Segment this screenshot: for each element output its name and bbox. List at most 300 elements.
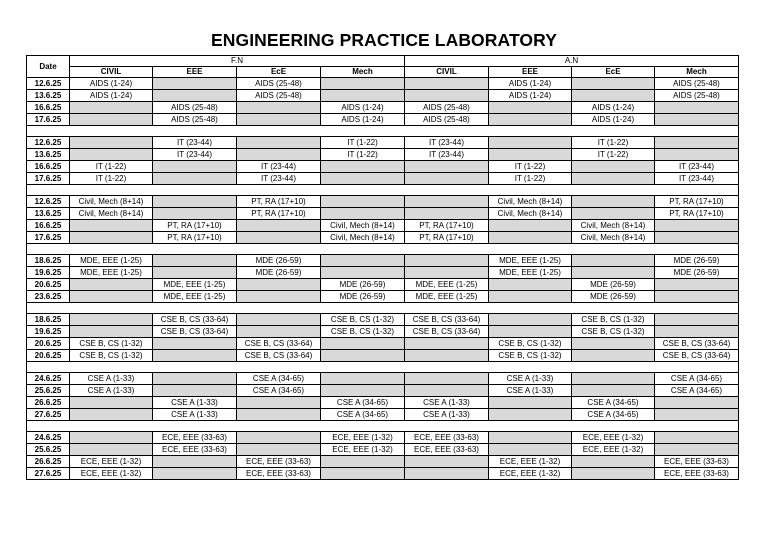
schedule-cell: AIDS (25-48) — [237, 78, 321, 90]
schedule-row — [27, 338, 739, 350]
schedule-row — [27, 137, 739, 149]
schedule-cell: ECE, EEE (1-32) — [70, 468, 153, 480]
schedule-cell — [655, 149, 739, 161]
schedule-row — [27, 220, 739, 232]
schedule-cell — [489, 314, 572, 326]
schedule-cell: CSE B, CS (1-32) — [489, 338, 572, 350]
schedule-cell: AIDS (25-48) — [237, 90, 321, 102]
schedule-cell — [237, 232, 321, 244]
schedule-cell — [321, 373, 405, 385]
date-cell: 26.6.25 — [27, 397, 70, 409]
schedule-row — [27, 173, 739, 185]
schedule-cell: Civil, Mech (8+14) — [572, 232, 655, 244]
date-cell: 16.6.25 — [27, 102, 70, 114]
schedule-cell — [405, 350, 489, 362]
schedule-cell: AIDS (1-24) — [572, 102, 655, 114]
date-cell: 24.6.25 — [27, 373, 70, 385]
schedule-cell: IT (23-44) — [405, 137, 489, 149]
schedule-cell: MDE (26-59) — [572, 279, 655, 291]
schedule-cell: AIDS (1-24) — [321, 102, 405, 114]
schedule-cell: CSE A (1-33) — [489, 373, 572, 385]
dept-header-an-eee: EEE — [489, 67, 572, 78]
date-column-header: Date — [27, 56, 70, 78]
date-cell: 19.6.25 — [27, 326, 70, 338]
schedule-cell: PT, RA (17+10) — [405, 232, 489, 244]
schedule-cell — [321, 78, 405, 90]
schedule-row — [27, 279, 739, 291]
schedule-cell — [655, 397, 739, 409]
schedule-cell: AIDS (1-24) — [572, 114, 655, 126]
schedule-cell: MDE (26-59) — [237, 255, 321, 267]
schedule-row — [27, 456, 739, 468]
schedule-cell: CSE A (34-65) — [655, 373, 739, 385]
schedule-cell: ECE, EEE (1-32) — [489, 468, 572, 480]
schedule-cell — [405, 385, 489, 397]
schedule-cell: CSE A (1-33) — [153, 409, 237, 421]
schedule-cell — [489, 444, 572, 456]
date-cell: 17.6.25 — [27, 232, 70, 244]
schedule-cell: ECE, EEE (1-32) — [321, 444, 405, 456]
schedule-cell — [655, 444, 739, 456]
schedule-cell: AIDS (1-24) — [489, 78, 572, 90]
date-cell: 12.6.25 — [27, 137, 70, 149]
schedule-row — [27, 161, 739, 173]
schedule-row — [27, 444, 739, 456]
schedule-cell — [153, 385, 237, 397]
schedule-cell — [237, 397, 321, 409]
date-cell: 13.6.25 — [27, 208, 70, 220]
schedule-cell — [321, 196, 405, 208]
schedule-cell — [321, 90, 405, 102]
schedule-cell: ECE, EEE (33-63) — [405, 444, 489, 456]
schedule-cell — [655, 314, 739, 326]
session-header-an: A.N — [405, 56, 739, 67]
schedule-cell: IT (1-22) — [572, 149, 655, 161]
date-cell: 26.6.25 — [27, 456, 70, 468]
date-cell: 12.6.25 — [27, 78, 70, 90]
schedule-cell: CSE A (1-33) — [70, 385, 153, 397]
schedule-cell: CSE B, CS (1-32) — [572, 326, 655, 338]
schedule-row — [27, 291, 739, 303]
schedule-row — [27, 267, 739, 279]
schedule-cell: IT (23-44) — [237, 161, 321, 173]
block-separator-row — [27, 421, 739, 432]
schedule-cell — [153, 267, 237, 279]
schedule-cell: PT, RA (17+10) — [655, 196, 739, 208]
schedule-cell: CSE B, CS (33-64) — [237, 350, 321, 362]
schedule-cell: CSE A (34-65) — [237, 373, 321, 385]
schedule-cell: CSE B, CS (33-64) — [237, 338, 321, 350]
dept-header-fn-ece: EcE — [237, 67, 321, 78]
schedule-cell — [572, 196, 655, 208]
schedule-cell: ECE, EEE (33-63) — [237, 456, 321, 468]
schedule-cell — [405, 468, 489, 480]
session-header-row — [27, 56, 739, 67]
schedule-cell: CSE A (34-65) — [321, 409, 405, 421]
schedule-cell: AIDS (25-48) — [655, 90, 739, 102]
schedule-cell — [70, 314, 153, 326]
schedule-cell — [655, 102, 739, 114]
schedule-cell — [237, 432, 321, 444]
schedule-cell — [237, 314, 321, 326]
schedule-cell — [655, 432, 739, 444]
schedule-cell — [70, 409, 153, 421]
date-cell: 19.6.25 — [27, 267, 70, 279]
schedule-cell: CSE B, CS (33-64) — [153, 326, 237, 338]
schedule-cell: CSE B, CS (33-64) — [153, 314, 237, 326]
schedule-row — [27, 149, 739, 161]
schedule-cell — [405, 338, 489, 350]
schedule-cell — [572, 350, 655, 362]
schedule-row — [27, 397, 739, 409]
schedule-cell — [153, 78, 237, 90]
schedule-cell: CSE A (34-65) — [655, 385, 739, 397]
schedule-cell — [405, 196, 489, 208]
schedule-cell: AIDS (1-24) — [70, 90, 153, 102]
schedule-cell: CSE A (1-33) — [405, 409, 489, 421]
dept-header-an-mech: Mech — [655, 67, 739, 78]
schedule-cell — [405, 456, 489, 468]
block-separator-row — [27, 303, 739, 314]
schedule-cell: IT (1-22) — [321, 137, 405, 149]
schedule-cell: CSE A (34-65) — [237, 385, 321, 397]
schedule-cell: CSE B, CS (1-32) — [321, 326, 405, 338]
schedule-cell — [655, 409, 739, 421]
schedule-cell — [489, 220, 572, 232]
schedule-cell: PT, RA (17+10) — [153, 232, 237, 244]
date-cell: 25.6.25 — [27, 444, 70, 456]
date-cell: 20.6.25 — [27, 279, 70, 291]
schedule-cell: MDE (26-59) — [572, 291, 655, 303]
schedule-cell: ECE, EEE (33-63) — [405, 432, 489, 444]
block-separator-row — [27, 362, 739, 373]
schedule-cell: CSE B, CS (1-32) — [70, 350, 153, 362]
schedule-cell — [70, 137, 153, 149]
schedule-cell — [70, 326, 153, 338]
schedule-row — [27, 90, 739, 102]
schedule-row — [27, 255, 739, 267]
schedule-row — [27, 102, 739, 114]
date-cell: 20.6.25 — [27, 350, 70, 362]
schedule-cell: AIDS (25-48) — [405, 102, 489, 114]
schedule-cell — [655, 291, 739, 303]
schedule-cell — [70, 220, 153, 232]
dept-header-an-ece: EcE — [572, 67, 655, 78]
schedule-cell: MDE (26-59) — [655, 267, 739, 279]
separator-cell — [27, 244, 739, 255]
schedule-cell: MDE, EEE (1-25) — [70, 255, 153, 267]
schedule-cell — [489, 326, 572, 338]
schedule-cell — [321, 161, 405, 173]
separator-cell — [27, 126, 739, 137]
date-cell: 23.6.25 — [27, 291, 70, 303]
schedule-cell — [572, 373, 655, 385]
schedule-cell — [572, 208, 655, 220]
block-separator-row — [27, 126, 739, 137]
schedule-cell: CSE A (1-33) — [153, 397, 237, 409]
schedule-cell — [489, 291, 572, 303]
schedule-cell — [70, 102, 153, 114]
schedule-cell: CSE A (34-65) — [572, 397, 655, 409]
schedule-cell: Civil, Mech (8+14) — [489, 208, 572, 220]
schedule-cell: IT (23-44) — [405, 149, 489, 161]
schedule-cell: ECE, EEE (1-32) — [572, 432, 655, 444]
schedule-cell: IT (1-22) — [572, 137, 655, 149]
lab-schedule-table — [26, 55, 739, 480]
schedule-cell: CSE B, CS (33-64) — [655, 338, 739, 350]
schedule-cell: Civil, Mech (8+14) — [489, 196, 572, 208]
schedule-cell — [321, 338, 405, 350]
schedule-cell — [70, 291, 153, 303]
schedule-cell: MDE, EEE (1-25) — [489, 255, 572, 267]
schedule-cell — [321, 456, 405, 468]
separator-cell — [27, 421, 739, 432]
schedule-cell — [237, 220, 321, 232]
schedule-row — [27, 373, 739, 385]
schedule-cell — [70, 149, 153, 161]
dept-header-an-civil: CIVIL — [405, 67, 489, 78]
schedule-cell: IT (1-22) — [489, 173, 572, 185]
schedule-cell — [237, 114, 321, 126]
schedule-cell — [70, 444, 153, 456]
schedule-cell — [655, 232, 739, 244]
block-separator-row — [27, 185, 739, 196]
schedule-cell — [572, 338, 655, 350]
schedule-cell — [153, 90, 237, 102]
schedule-row — [27, 350, 739, 362]
schedule-cell: IT (23-44) — [655, 173, 739, 185]
separator-cell — [27, 362, 739, 373]
schedule-cell — [153, 468, 237, 480]
schedule-cell: ECE, EEE (1-32) — [321, 432, 405, 444]
schedule-cell: PT, RA (17+10) — [655, 208, 739, 220]
schedule-cell: CSE B, CS (33-64) — [405, 314, 489, 326]
schedule-cell — [321, 350, 405, 362]
schedule-cell: AIDS (25-48) — [405, 114, 489, 126]
schedule-cell — [153, 161, 237, 173]
dept-header-fn-mech: Mech — [321, 67, 405, 78]
schedule-cell — [237, 444, 321, 456]
schedule-cell: PT, RA (17+10) — [237, 208, 321, 220]
schedule-cell: MDE, EEE (1-25) — [489, 267, 572, 279]
schedule-cell — [70, 232, 153, 244]
schedule-cell — [489, 232, 572, 244]
schedule-cell — [405, 161, 489, 173]
schedule-row — [27, 385, 739, 397]
schedule-cell: ECE, EEE (1-32) — [572, 444, 655, 456]
date-cell: 18.6.25 — [27, 255, 70, 267]
schedule-cell — [405, 267, 489, 279]
session-header-fn: F.N — [70, 56, 405, 67]
schedule-cell: IT (23-44) — [237, 173, 321, 185]
schedule-cell — [321, 255, 405, 267]
schedule-cell — [489, 397, 572, 409]
schedule-row — [27, 196, 739, 208]
date-cell: 16.6.25 — [27, 220, 70, 232]
schedule-cell: PT, RA (17+10) — [153, 220, 237, 232]
schedule-cell — [237, 102, 321, 114]
schedule-cell: ECE, EEE (33-63) — [153, 444, 237, 456]
schedule-cell — [655, 137, 739, 149]
date-cell: 20.6.25 — [27, 338, 70, 350]
schedule-cell — [405, 373, 489, 385]
schedule-cell: ECE, EEE (1-32) — [489, 456, 572, 468]
schedule-cell — [321, 173, 405, 185]
schedule-cell — [405, 90, 489, 102]
schedule-cell — [153, 373, 237, 385]
schedule-cell: MDE (26-59) — [655, 255, 739, 267]
schedule-row — [27, 432, 739, 444]
schedule-cell: Civil, Mech (8+14) — [70, 196, 153, 208]
schedule-cell: CSE B, CS (33-64) — [655, 350, 739, 362]
schedule-cell — [321, 468, 405, 480]
schedule-cell — [572, 255, 655, 267]
schedule-cell — [237, 326, 321, 338]
date-cell: 27.6.25 — [27, 468, 70, 480]
schedule-cell: CSE A (34-65) — [572, 409, 655, 421]
schedule-cell: MDE, EEE (1-25) — [70, 267, 153, 279]
dept-header-fn-eee: EEE — [153, 67, 237, 78]
schedule-cell — [70, 114, 153, 126]
schedule-cell: AIDS (25-48) — [153, 114, 237, 126]
schedule-cell — [655, 326, 739, 338]
schedule-cell: Civil, Mech (8+14) — [70, 208, 153, 220]
schedule-cell — [153, 255, 237, 267]
schedule-cell: CSE B, CS (1-32) — [572, 314, 655, 326]
schedule-cell: CSE A (1-33) — [405, 397, 489, 409]
schedule-cell — [153, 208, 237, 220]
schedule-cell: CSE B, CS (1-32) — [321, 314, 405, 326]
schedule-cell: IT (1-22) — [70, 173, 153, 185]
schedule-cell — [572, 161, 655, 173]
schedule-cell — [70, 397, 153, 409]
schedule-cell: AIDS (1-24) — [321, 114, 405, 126]
schedule-cell: AIDS (25-48) — [655, 78, 739, 90]
schedule-cell: IT (1-22) — [489, 161, 572, 173]
schedule-cell: MDE, EEE (1-25) — [405, 279, 489, 291]
date-cell: 17.6.25 — [27, 173, 70, 185]
schedule-cell — [321, 208, 405, 220]
schedule-cell — [237, 409, 321, 421]
schedule-cell: PT, RA (17+10) — [237, 196, 321, 208]
date-cell: 13.6.25 — [27, 90, 70, 102]
schedule-cell: ECE, EEE (33-63) — [655, 468, 739, 480]
schedule-cell — [70, 432, 153, 444]
schedule-cell — [572, 90, 655, 102]
date-cell: 12.6.25 — [27, 196, 70, 208]
schedule-cell — [237, 291, 321, 303]
schedule-cell — [70, 279, 153, 291]
schedule-cell — [572, 78, 655, 90]
schedule-cell — [572, 267, 655, 279]
schedule-row — [27, 78, 739, 90]
date-cell: 13.6.25 — [27, 149, 70, 161]
schedule-row — [27, 409, 739, 421]
date-cell: 16.6.25 — [27, 161, 70, 173]
schedule-cell: Civil, Mech (8+14) — [321, 232, 405, 244]
schedule-cell: MDE (26-59) — [237, 267, 321, 279]
schedule-cell — [405, 78, 489, 90]
schedule-cell — [153, 173, 237, 185]
schedule-cell — [655, 220, 739, 232]
schedule-cell: ECE, EEE (33-63) — [237, 468, 321, 480]
separator-cell — [27, 303, 739, 314]
schedule-cell: AIDS (1-24) — [70, 78, 153, 90]
schedule-cell: ECE, EEE (33-63) — [655, 456, 739, 468]
date-cell: 18.6.25 — [27, 314, 70, 326]
schedule-cell: Civil, Mech (8+14) — [321, 220, 405, 232]
schedule-row — [27, 114, 739, 126]
schedule-cell: MDE, EEE (1-25) — [153, 291, 237, 303]
schedule-cell — [321, 385, 405, 397]
schedule-cell: CSE A (34-65) — [321, 397, 405, 409]
dept-header-fn-civil: CIVIL — [70, 67, 153, 78]
schedule-cell: CSE B, CS (33-64) — [405, 326, 489, 338]
schedule-cell: AIDS (1-24) — [489, 90, 572, 102]
schedule-cell — [405, 208, 489, 220]
schedule-cell: IT (1-22) — [321, 149, 405, 161]
schedule-cell — [321, 267, 405, 279]
schedule-cell: ECE, EEE (33-63) — [153, 432, 237, 444]
date-cell: 27.6.25 — [27, 409, 70, 421]
schedule-cell: IT (23-44) — [655, 161, 739, 173]
schedule-cell — [489, 432, 572, 444]
schedule-row — [27, 468, 739, 480]
schedule-cell: MDE, EEE (1-25) — [153, 279, 237, 291]
schedule-cell: IT (23-44) — [153, 149, 237, 161]
department-header-row — [27, 67, 739, 78]
schedule-cell: CSE B, CS (1-32) — [489, 350, 572, 362]
schedule-cell — [405, 255, 489, 267]
schedule-cell — [489, 149, 572, 161]
schedule-cell: CSE B, CS (1-32) — [70, 338, 153, 350]
date-cell: 17.6.25 — [27, 114, 70, 126]
schedule-cell — [237, 137, 321, 149]
schedule-body — [27, 78, 739, 480]
schedule-cell — [572, 456, 655, 468]
schedule-cell: Civil, Mech (8+14) — [572, 220, 655, 232]
schedule-cell — [489, 102, 572, 114]
date-cell: 24.6.25 — [27, 432, 70, 444]
schedule-cell: MDE (26-59) — [321, 279, 405, 291]
schedule-cell: PT, RA (17+10) — [405, 220, 489, 232]
schedule-cell — [153, 338, 237, 350]
schedule-cell — [153, 196, 237, 208]
date-cell: 25.6.25 — [27, 385, 70, 397]
schedule-cell: IT (23-44) — [153, 137, 237, 149]
separator-cell — [27, 185, 739, 196]
schedule-row — [27, 232, 739, 244]
schedule-row — [27, 208, 739, 220]
schedule-cell: MDE (26-59) — [321, 291, 405, 303]
schedule-cell — [489, 114, 572, 126]
schedule-row — [27, 326, 739, 338]
schedule-cell: IT (1-22) — [70, 161, 153, 173]
schedule-cell: AIDS (25-48) — [153, 102, 237, 114]
schedule-cell — [655, 114, 739, 126]
schedule-cell — [572, 468, 655, 480]
block-separator-row — [27, 244, 739, 255]
schedule-cell — [655, 279, 739, 291]
schedule-row — [27, 314, 739, 326]
schedule-cell — [489, 279, 572, 291]
schedule-cell — [237, 279, 321, 291]
schedule-cell — [153, 350, 237, 362]
schedule-cell: CSE A (1-33) — [489, 385, 572, 397]
schedule-cell — [572, 173, 655, 185]
schedule-cell: CSE A (1-33) — [70, 373, 153, 385]
schedule-cell — [153, 456, 237, 468]
